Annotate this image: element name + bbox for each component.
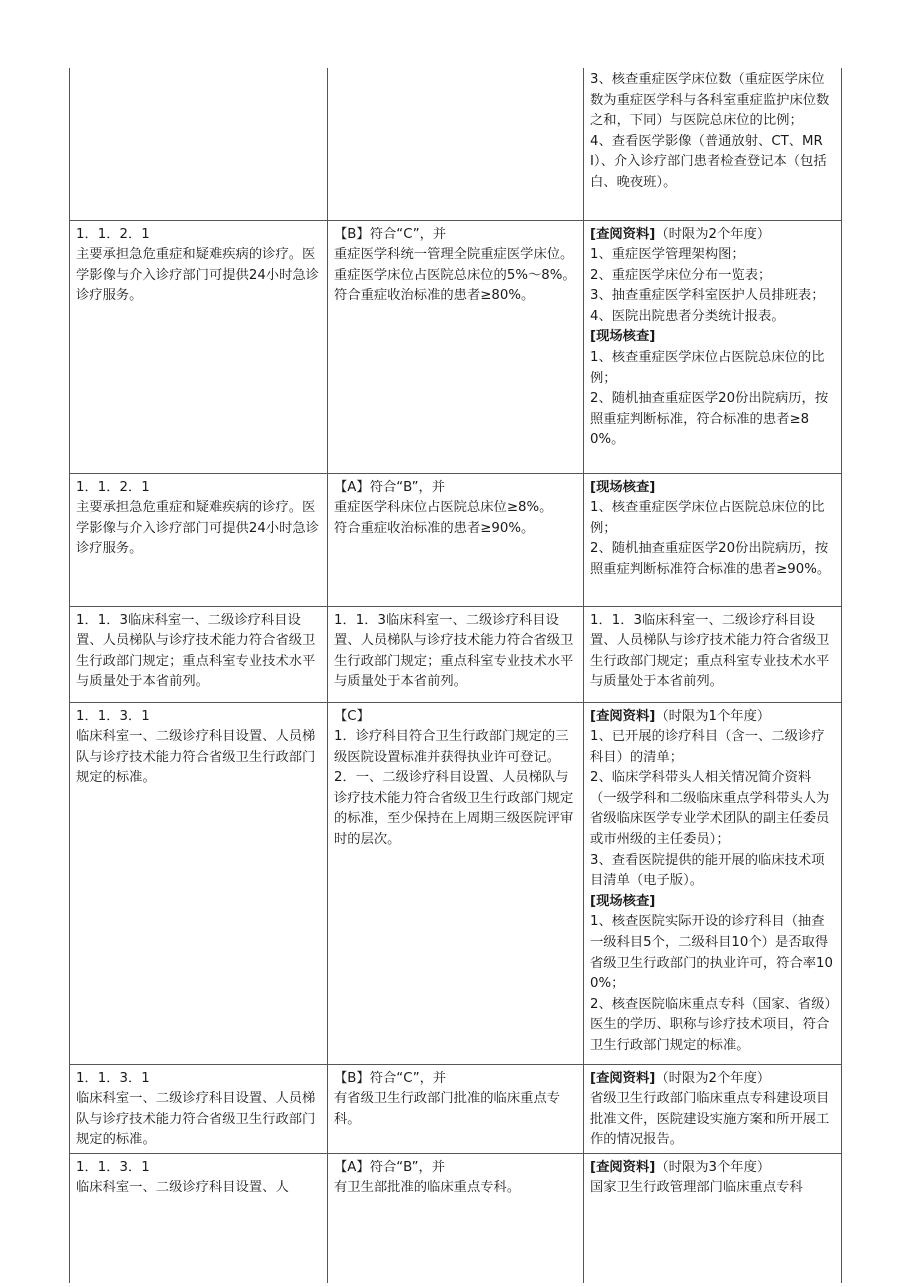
table-row [70, 473, 842, 606]
cell-paragraph [76, 225, 322, 246]
cell-paragraph [334, 266, 578, 287]
paragraph-text: 1、重症医学管理架构图； [590, 247, 745, 263]
cell-paragraph [590, 539, 836, 580]
paragraph-text: 1．1．2．1 [76, 479, 150, 495]
paragraph-text: 1．1．2．1 [76, 226, 150, 242]
paragraph-text: 1．1．3．1 [76, 708, 150, 724]
paragraph-text: 【A】符合“B”，并 [334, 1159, 446, 1175]
cell-paragraph [76, 1178, 322, 1199]
cell-paragraph [590, 389, 836, 451]
paragraph-text: 【B】符合“C”，并 [334, 1070, 447, 1086]
cell-paragraph [590, 768, 836, 850]
standards-table [69, 68, 842, 1283]
cell-paragraph [334, 478, 578, 499]
paragraph-text: 符合重症收治标准的患者≥80%。 [334, 288, 535, 304]
paragraph-text: 3、抽查重症医学科室医护人员排班表； [590, 288, 825, 304]
section-heading: [查阅资料] [590, 1159, 656, 1175]
cell-paragraph [334, 519, 578, 540]
paragraph-text: （时限为2个年度） [655, 1070, 771, 1086]
cell-paragraph [334, 1158, 578, 1179]
method-cell [584, 473, 842, 606]
cell-paragraph [590, 225, 836, 246]
paragraph-text: 重症医学科统一管理全院重症医学床位。 [334, 247, 574, 263]
cell-paragraph [76, 707, 322, 728]
paragraph-text: 符合重症收治标准的患者≥90%。 [334, 520, 535, 536]
paragraph-text: 2、随机抽查重症医学20份出院病历，按照重症判断标准符合标准的患者≥90%。 [590, 541, 831, 577]
section-heading: [查阅资料] [590, 708, 656, 724]
method-cell [584, 1064, 842, 1153]
cell-paragraph [590, 912, 836, 994]
method-cell [584, 606, 842, 702]
cell-paragraph [590, 1089, 836, 1151]
item-cell [70, 68, 328, 220]
cell-paragraph [76, 1089, 322, 1151]
paragraph-text: 1．1．3临床科室一、二级诊疗科目设置、人员梯队与诊疗技术能力符合省级卫生行政部门规定；重点科室专业技术水平与质量处于本省前列。 [590, 612, 830, 690]
section-heading: [查阅资料] [590, 1070, 656, 1086]
cell-paragraph [590, 498, 836, 539]
paragraph-text: 4、查看医学影像（普通放射、CT、MRI）、介入诊疗部门患者检查登记本（包括白、晚夜班）。 [590, 133, 827, 190]
cell-paragraph [590, 1069, 836, 1090]
cell-paragraph [590, 245, 836, 266]
paragraph-text: 2、临床学科带头人相关情况简介资料（一级学科和二级临床重点学科带头人为省级临床医学专业学术团队的副主任委员或市州级的主任委员）； [590, 770, 830, 848]
item-cell [70, 702, 328, 1064]
paragraph-text: 有省级卫生行政部门批准的临床重点专科。 [334, 1091, 561, 1127]
paragraph-text: 1．1．3．1 [76, 1070, 150, 1086]
cell-paragraph [590, 266, 836, 287]
standard-cell [328, 1153, 584, 1283]
cell-paragraph [76, 727, 322, 789]
cell-paragraph [590, 307, 836, 328]
method-cell [584, 68, 842, 220]
table-row [70, 1064, 842, 1153]
paragraph-text: （时限为3个年度） [655, 1159, 771, 1175]
cell-paragraph [590, 892, 836, 913]
table-body [70, 68, 842, 1283]
cell-paragraph [76, 1158, 322, 1179]
item-cell [70, 473, 328, 606]
paragraph-text: 1．1．3临床科室一、二级诊疗科目设置、人员梯队与诊疗技术能力符合省级卫生行政部门规定；重点科室专业技术水平与质量处于本省前列。 [334, 612, 574, 690]
paragraph-text: 临床科室一、二级诊疗科目设置、人员梯队与诊疗技术能力符合省级卫生行政部门规定的标准。 [76, 729, 316, 786]
cell-paragraph [334, 225, 578, 246]
cell-paragraph [334, 727, 578, 768]
cell-paragraph [76, 1069, 322, 1090]
cell-paragraph [590, 851, 836, 892]
cell-paragraph [76, 245, 322, 307]
paragraph-text: 1、已开展的诊疗科目（含一、二级诊疗科目）的清单； [590, 729, 825, 765]
cell-paragraph [590, 327, 836, 348]
paragraph-text: （时限为2个年度） [655, 226, 771, 242]
paragraph-text: 主要承担急危重症和疑难疾病的诊疗。医学影像与介入诊疗部门可提供24小时急诊诊疗服务。 [76, 247, 319, 304]
paragraph-text: 3、查看医院提供的能开展的临床技术项目清单（电子版）。 [590, 852, 825, 889]
paragraph-text: 2、核查医院临床重点专科（国家、省级）医生的学历、职称与诊疗技术项目，符合卫生行政部门规定的标准。 [590, 996, 832, 1053]
cell-paragraph [334, 498, 578, 519]
paragraph-text: 1．1．3临床科室一、二级诊疗科目设置、人员梯队与诊疗技术能力符合省级卫生行政部门规定；重点科室专业技术水平与质量处于本省前列。 [76, 612, 316, 690]
item-cell [70, 606, 328, 702]
cell-paragraph [590, 995, 836, 1057]
cell-paragraph [334, 1178, 578, 1199]
standard-cell [328, 68, 584, 220]
paragraph-text: 主要承担急危重症和疑难疾病的诊疗。医学影像与介入诊疗部门可提供24小时急诊诊疗服务。 [76, 500, 319, 557]
section-heading: [现场核查] [590, 329, 656, 345]
cell-paragraph [334, 1089, 578, 1130]
paragraph-text: 3、核查重症医学床位数（重症医学床位数为重症医学科与各科室重症监护床位数之和，下同）与医院总床位的比例； [590, 72, 830, 129]
cell-paragraph [334, 1069, 578, 1090]
section-heading: [查阅资料] [590, 226, 656, 242]
paragraph-text: 有卫生部批准的临床重点专科。 [334, 1180, 521, 1196]
cell-paragraph [590, 132, 836, 194]
cell-paragraph [76, 478, 322, 499]
cell-paragraph [590, 611, 836, 693]
paragraph-text: 1、核查重症医学床位占医院总床位的比例； [590, 350, 825, 386]
standard-cell [328, 220, 584, 473]
table-row [70, 702, 842, 1064]
method-cell [584, 1153, 842, 1283]
cell-paragraph [590, 286, 836, 307]
cell-paragraph [590, 348, 836, 389]
cell-paragraph [334, 286, 578, 307]
paragraph-text: 重症医学科床位占医院总床位≥8%。 [334, 500, 553, 516]
cell-paragraph [334, 245, 578, 266]
cell-paragraph [590, 70, 836, 132]
cell-paragraph [76, 611, 322, 693]
paragraph-text: 国家卫生行政管理部门临床重点专科 [590, 1180, 803, 1196]
paragraph-text: 1．诊疗科目符合卫生行政部门规定的三级医院设置标准并获得执业许可登记。 [334, 729, 569, 765]
paragraph-text: 4、医院出院患者分类统计报表。 [590, 308, 785, 324]
paragraph-text: 【B】符合“C”，并 [334, 226, 447, 242]
standard-cell [328, 1064, 584, 1153]
paragraph-text: 2．一、二级诊疗科目设置、人员梯队与诊疗技术能力符合省级卫生行政部门规定的标准，至少保持在上周期三级医院评审时的层次。 [334, 770, 574, 848]
paragraph-text: 1、核查医院实际开设的诊疗科目（抽查一级科目5个，二级科目10个）是否取得省级卫生行政部门的执业许可，符合率100%； [590, 914, 833, 992]
paragraph-text: （时限为1个年度） [655, 708, 771, 724]
standard-cell [328, 606, 584, 702]
cell-paragraph [334, 768, 578, 850]
paragraph-text: 省级卫生行政部门临床重点专科建设项目批准文件，医院建设实施方案和所开展工作的情况报告。 [590, 1091, 830, 1148]
cell-paragraph [590, 707, 836, 728]
cell-paragraph [334, 707, 578, 728]
paragraph-text: 1、核查重症医学床位占医院总床位的比例； [590, 500, 825, 536]
paragraph-text: 【C】 [334, 708, 370, 724]
cell-paragraph [590, 1178, 836, 1199]
method-cell [584, 702, 842, 1064]
cell-paragraph [590, 478, 836, 499]
paragraph-text: 临床科室一、二级诊疗科目设置、人员梯队与诊疗技术能力符合省级卫生行政部门规定的标准。 [76, 1091, 316, 1148]
item-cell [70, 220, 328, 473]
paragraph-text: 2、重症医学床位分布一览表； [590, 267, 772, 283]
cell-paragraph [76, 498, 322, 560]
standard-cell [328, 473, 584, 606]
table-row [70, 68, 842, 220]
table-row [70, 606, 842, 702]
cell-paragraph [590, 1158, 836, 1179]
section-heading: [现场核查] [590, 893, 656, 909]
method-cell [584, 220, 842, 473]
paragraph-text: 1．1．3．1 [76, 1159, 150, 1175]
paragraph-text: 2、随机抽查重症医学20份出院病历，按照重症判断标准，符合标准的患者≥80%。 [590, 391, 829, 448]
paragraph-text: 重症医学床位占医院总床位的5%～8%。 [334, 267, 576, 283]
section-heading: [现场核查] [590, 479, 656, 495]
table-row [70, 220, 842, 473]
table-row [70, 1153, 842, 1283]
cell-paragraph [334, 611, 578, 693]
cell-paragraph [590, 727, 836, 768]
item-cell [70, 1064, 328, 1153]
paragraph-text: 临床科室一、二级诊疗科目设置、人 [76, 1180, 289, 1196]
paragraph-text: 【A】符合“B”，并 [334, 479, 446, 495]
standard-cell [328, 702, 584, 1064]
item-cell [70, 1153, 328, 1283]
